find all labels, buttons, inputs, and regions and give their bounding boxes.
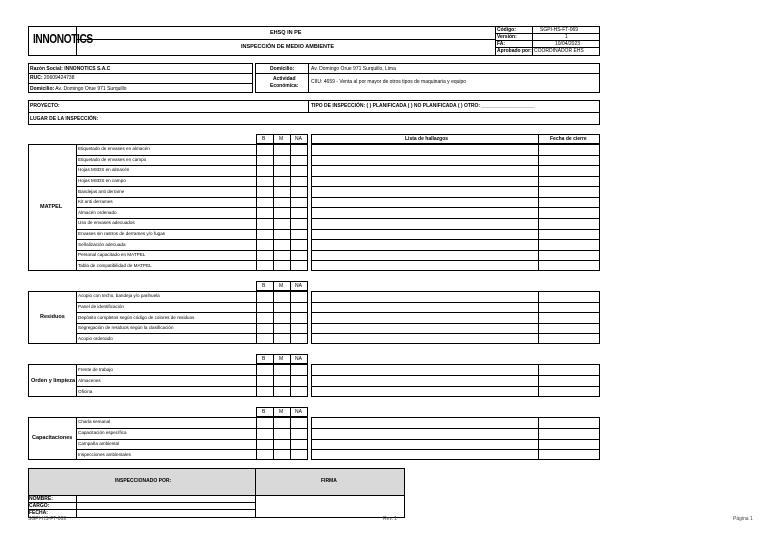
rating-b-cell[interactable]: [257, 177, 273, 186]
rating-na-cell[interactable]: [291, 376, 307, 385]
rating-m-cell[interactable]: [274, 187, 290, 196]
rating-b-cell[interactable]: [257, 334, 273, 343]
col-b-4: B: [262, 409, 266, 415]
rating-b-cell[interactable]: [257, 230, 273, 239]
checklist-item: Hojas MSDS en campo: [78, 178, 126, 184]
footer-page: Página 1: [733, 516, 753, 522]
hallazgos-title: Lista de hallazgos: [405, 136, 449, 142]
col-m-4: M: [279, 409, 284, 415]
lugar-label: LUGAR DE LA INSPECCIÓN:: [30, 116, 99, 122]
rating-m-cell[interactable]: [274, 418, 290, 427]
checklist-item: Campaña ambiental: [78, 440, 120, 446]
section-name-residuos: Residuos: [40, 314, 65, 320]
rating-m-cell[interactable]: [274, 177, 290, 186]
checklist-item: Kit anti derrames: [78, 199, 113, 205]
checklist-item: Etiquetado de envases en almacén: [78, 146, 150, 152]
rating-b-cell[interactable]: [257, 251, 273, 260]
inspeccionado-label: INSPECCIONADO POR:: [115, 478, 172, 484]
col-m-3: M: [279, 356, 284, 362]
domicilio-label-2: Domicilio:: [270, 66, 295, 72]
fecha-label: FECHA:: [29, 510, 48, 516]
checklist-item: Personal capacitado en MATPEL: [78, 252, 146, 258]
rating-m-cell[interactable]: [274, 156, 290, 165]
rating-b-cell[interactable]: [257, 219, 273, 228]
rating-na-cell[interactable]: [291, 198, 307, 207]
checklist-item: Capacitación específica: [78, 430, 127, 436]
checklist-item: Oficina: [78, 388, 93, 394]
col-b-3: B: [262, 356, 266, 362]
rating-na-cell[interactable]: [291, 251, 307, 260]
col-m-2: M: [279, 283, 284, 289]
tipo-inspeccion: TIPO DE INSPECCIÓN: ( ) PLANIFICADA ( ) NO PLANIFICADA ( ) OTRO: ___________________: [311, 103, 535, 109]
hallazgos-area-2: [311, 291, 600, 344]
footer-rev: Rev. 1: [383, 516, 398, 522]
checklist-item: Segregación de residuos según la clasificación: [78, 325, 174, 331]
proyecto-label: PROYECTO:: [30, 103, 60, 109]
checklist-item: Frente de trabajo: [78, 366, 113, 372]
rating-b-cell[interactable]: [257, 303, 273, 312]
rating-b-cell[interactable]: [257, 156, 273, 165]
rating-na-cell[interactable]: [291, 292, 307, 301]
rating-m-cell[interactable]: [274, 313, 290, 322]
rating-b-cell[interactable]: [257, 240, 273, 249]
rating-m-cell[interactable]: [274, 145, 290, 154]
rating-m-cell[interactable]: [274, 324, 290, 333]
rating-b-cell[interactable]: [257, 145, 273, 154]
checklist-item: Acopio ordenado: [78, 335, 113, 341]
meta-label-code: Código:: [497, 27, 516, 33]
meta-label-fa: FA:: [497, 41, 506, 47]
rating-na-cell[interactable]: [291, 387, 307, 396]
checklist-item: Almacenes: [78, 377, 101, 383]
rating-m-cell[interactable]: [274, 303, 290, 312]
meta-value-version: 1: [565, 34, 568, 40]
rating-m-cell[interactable]: [274, 166, 290, 175]
rating-b-cell[interactable]: [257, 313, 273, 322]
actividad-label-2: Económica:: [270, 83, 299, 89]
nombre-label: NOMBRE:: [29, 496, 53, 502]
rating-m-cell[interactable]: [274, 292, 290, 301]
rating-na-cell[interactable]: [291, 230, 307, 239]
ruc: RUC: 20609424738: [30, 75, 75, 81]
rating-na-cell[interactable]: [291, 187, 307, 196]
rating-b-cell[interactable]: [257, 292, 273, 301]
rating-na-cell[interactable]: [291, 208, 307, 217]
domicilio-value-2: Av. Domingo Orue 971 Surquillo, Lima: [311, 66, 396, 72]
rating-m-cell[interactable]: [274, 376, 290, 385]
rating-m-cell[interactable]: [274, 450, 290, 459]
rating-b-cell[interactable]: [257, 208, 273, 217]
rating-m-cell[interactable]: [274, 240, 290, 249]
page-title: INSPECCIÓN DE MEDIO AMBIENTE: [241, 44, 334, 50]
rating-na-cell[interactable]: [291, 303, 307, 312]
rating-m-cell[interactable]: [274, 334, 290, 343]
actividad-value: CIIU: 4659 - Venta al por mayor de otros tipos de maquinaria y equipo: [311, 79, 467, 85]
rating-m-cell[interactable]: [274, 251, 290, 260]
rating-b-cell[interactable]: [257, 166, 273, 175]
rating-na-cell[interactable]: [291, 145, 307, 154]
razon-social: Razón Social: INNONOTICS S.A.C: [30, 66, 111, 72]
col-b-1: B: [262, 136, 266, 142]
checklist-item: Tabla de compatibilidad de MATPEL: [78, 262, 152, 268]
checklist-item: Hojas MSDS en almacén: [78, 167, 130, 173]
col-b-2: B: [262, 283, 266, 289]
rating-m-cell[interactable]: [274, 429, 290, 438]
rating-m-cell[interactable]: [274, 230, 290, 239]
section-name-capacitaciones: Capacitaciones: [32, 435, 73, 441]
rating-na-cell[interactable]: [291, 440, 307, 449]
rating-b-cell[interactable]: [257, 324, 273, 333]
col-na-2: NA: [295, 283, 302, 289]
firma-label: FIRMA: [321, 478, 337, 484]
rating-na-cell[interactable]: [291, 324, 307, 333]
rating-m-cell[interactable]: [274, 198, 290, 207]
rating-na-cell[interactable]: [291, 177, 307, 186]
rating-na-cell[interactable]: [291, 365, 307, 374]
rating-m-cell[interactable]: [274, 365, 290, 374]
rating-b-cell[interactable]: [257, 450, 273, 459]
meta-value-code: SGPI-HS-FT-069: [540, 27, 579, 33]
rating-na-cell[interactable]: [291, 313, 307, 322]
checklist-item: Uso de envases adecuados: [78, 220, 135, 226]
company-logo: INNONOTICS: [33, 31, 93, 46]
rating-m-cell[interactable]: [274, 261, 290, 270]
rating-na-cell[interactable]: [291, 156, 307, 165]
cargo-label: CARGO:: [29, 503, 50, 509]
meta-label-approved: Aprobado por:: [497, 48, 532, 54]
rating-na-cell[interactable]: [291, 334, 307, 343]
meta-value-fa: 10/04/2023: [555, 41, 581, 47]
checklist-item: Señalización adecuada: [78, 241, 126, 247]
actividad-label-1: Actividad: [273, 76, 296, 82]
checklist-item: Inspecciones ambientales: [78, 451, 131, 457]
rating-b-cell[interactable]: [257, 387, 273, 396]
checklist-item: Envases sin rastros de derrames y/o fugas: [78, 230, 166, 236]
checklist-item: Bandejas anti derrame: [78, 188, 125, 194]
rating-na-cell[interactable]: [291, 261, 307, 270]
rating-na-cell[interactable]: [291, 166, 307, 175]
rating-b-cell[interactable]: [257, 187, 273, 196]
rating-na-cell[interactable]: [291, 429, 307, 438]
checklist-item: Panel de identificación: [78, 303, 124, 309]
rating-na-cell[interactable]: [291, 219, 307, 228]
rating-b-cell[interactable]: [257, 261, 273, 270]
company-box-right: [255, 63, 600, 93]
rating-na-cell[interactable]: [291, 240, 307, 249]
rating-b-cell[interactable]: [257, 440, 273, 449]
hallazgos-area-3: [311, 364, 600, 397]
col-na-4: NA: [295, 409, 302, 415]
col-na-1: NA: [295, 136, 302, 142]
rating-m-cell[interactable]: [274, 387, 290, 396]
rating-na-cell[interactable]: [291, 450, 307, 459]
meta-label-version: Versión:: [497, 34, 517, 40]
footer-code: SGPI-HS-FT-069: [28, 516, 67, 522]
rating-m-cell[interactable]: [274, 208, 290, 217]
rating-m-cell[interactable]: [274, 219, 290, 228]
rating-m-cell[interactable]: [274, 440, 290, 449]
rating-b-cell[interactable]: [257, 365, 273, 374]
checklist-item: Etiquetado de envases en campo: [78, 156, 147, 162]
checklist-item: Almacén ordenado: [78, 209, 117, 215]
header-top-title: EHSQ IN PE: [270, 30, 302, 36]
section-name-matpel: MATPEL: [40, 204, 63, 210]
fecha-cierre-title: Fecha de cierre: [550, 136, 587, 142]
col-m-1: M: [279, 136, 284, 142]
rating-b-cell[interactable]: [257, 418, 273, 427]
meta-value-approved: COORDINADOR EHS: [534, 48, 584, 54]
col-na-3: NA: [295, 356, 302, 362]
section-name-orden: Orden y limpieza: [31, 378, 76, 384]
rating-na-cell[interactable]: [291, 418, 307, 427]
checklist-item: Depósito completos según código de colores de residuos: [78, 314, 195, 320]
checklist-item: Charla semanal: [78, 419, 111, 425]
rating-b-cell[interactable]: [257, 429, 273, 438]
checklist-item: Acopio con techo, bandeja y/o parihuela: [78, 293, 160, 299]
rating-b-cell[interactable]: [257, 198, 273, 207]
domicilio: Domicilio: Av. Domingo Orue 971 Surquillo: [30, 86, 127, 92]
rating-b-cell[interactable]: [257, 376, 273, 385]
